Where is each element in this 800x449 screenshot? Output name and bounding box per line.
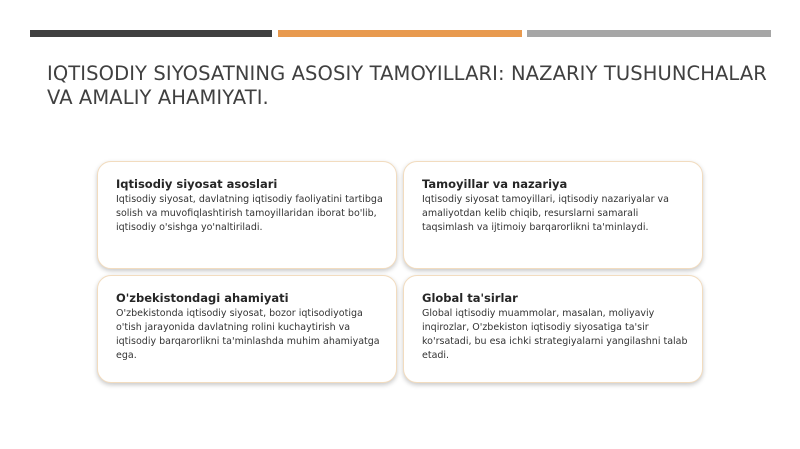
card-ozbekistondagi-ahamiyati [97, 275, 397, 383]
accent-bar-dark [30, 30, 272, 37]
card-iqtisodiy-siyosat-asoslari [97, 161, 397, 269]
card-text: Global iqtisodiy muammolar, masalan, moliyaviy inqirozlar, O'zbekiston iqtisodiy siyosatiga ta'sir ko'rsatadi, bu esa ichki strategiyalarni yangilashni talab etadi. [422, 308, 688, 361]
card-global-tasirlar [403, 275, 703, 383]
card-heading: Iqtisodiy siyosat asoslari [116, 177, 278, 191]
card-tamoyillar-va-nazariya [403, 161, 703, 269]
card-heading: Global ta'sirlar [422, 291, 518, 305]
card-heading: Tamoyillar va nazariya [422, 177, 568, 191]
card-text: Iqtisodiy siyosat tamoyillari, iqtisodiy nazariyalar va amaliyotdan kelib chiqib, resurslarni samarali taqsimlash va ijtimoiy barqarorlikni ta'minlaydi. [422, 194, 669, 233]
accent-bar-gray [527, 30, 771, 37]
card-text: Iqtisodiy siyosat, davlatning iqtisodiy faoliyatini tartibga solish va muvofiqlashtirish tamoyillaridan iborat bo'lib, iqtisodiy o'sishga yo'naltiriladi. [116, 194, 383, 233]
accent-bar-orange [278, 30, 522, 37]
card-text: O'zbekistonda iqtisodiy siyosat, bozor iqtisodiyotiga o'tish jarayonida davlatning rolini kuchaytirish va iqtisodiy barqarorlikni ta'minlashda muhim ahamiyatga ega. [116, 308, 380, 361]
slide-title: IQTISODIY SIYOSATNING ASOSIY TAMOYILLARI: NAZARIY TUSHUNCHALAR VA AMALIY AHAMIYATI. [47, 62, 767, 109]
card-heading: O'zbekistondagi ahamiyati [116, 291, 289, 305]
